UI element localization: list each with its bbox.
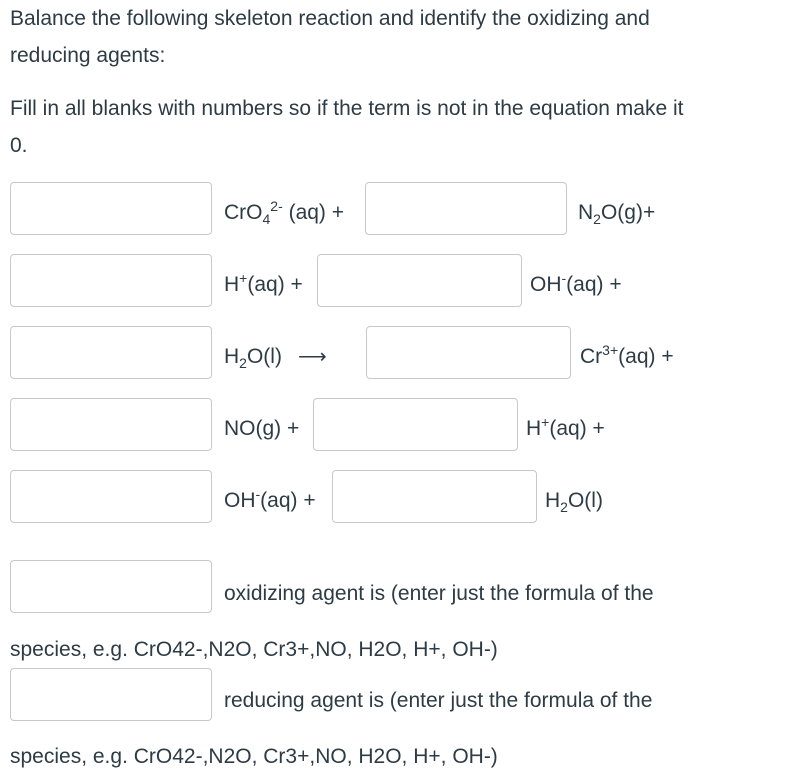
species-cr3: $Cr^{3+}(aq)$ + <box>580 342 674 368</box>
species-h-plus: H+(aq) + <box>526 414 605 440</box>
coef-oh-reactant-input[interactable] <box>317 254 522 307</box>
coef-no-input[interactable] <box>10 398 212 451</box>
species-oh: OH-(aq) + <box>224 486 316 512</box>
species-cro4: CrO$_4^{2-}$ (aq) + <box>224 198 345 228</box>
coef-cro4-input[interactable] <box>10 182 212 235</box>
species-n2o: $N_2O(g)+$ <box>578 201 656 228</box>
instruction-line: 0. <box>10 134 28 157</box>
species-hint: species, e.g. CrO42-,N2O, Cr3+,NO, H2O, H+, OH-) <box>10 745 498 768</box>
instruction-line: Fill in all blanks with numbers so if the term is not in the equation make it <box>10 97 684 120</box>
coef-n2o-input[interactable] <box>365 182 567 235</box>
species-h-plus: H+(aq) + <box>224 270 303 296</box>
species-h2o: $H_2O(l)$ <box>545 489 603 516</box>
species-no: NO(g) + <box>224 417 300 440</box>
coef-h2o-product-input[interactable] <box>332 470 537 523</box>
oxidizing-agent-label: oxidizing agent is (enter just the formula of the <box>224 582 654 605</box>
species-h2o: $H_2O(l)$ ⟶ <box>224 345 327 372</box>
reducing-agent-label: reducing agent is (enter just the formula of the <box>224 689 653 712</box>
species-oh: OH-(aq) + <box>530 270 622 296</box>
question-line: reducing agents: <box>10 44 166 67</box>
reducing-agent-input[interactable] <box>10 668 212 721</box>
reaction-arrow-icon: ⟶ <box>297 346 327 368</box>
oxidizing-agent-input[interactable] <box>10 560 212 613</box>
coef-oh-product-input[interactable] <box>10 470 212 523</box>
coef-cr3-input[interactable] <box>366 326 571 379</box>
question-line: Balance the following skeleton reaction and identify the oxidizing and <box>10 7 650 30</box>
coef-h-plus-reactant-input[interactable] <box>10 254 212 307</box>
coef-h2o-reactant-input[interactable] <box>10 326 212 379</box>
coef-h-plus-product-input[interactable] <box>313 398 518 451</box>
species-hint: species, e.g. CrO42-,N2O, Cr3+,NO, H2O, H+, OH-) <box>10 638 498 661</box>
